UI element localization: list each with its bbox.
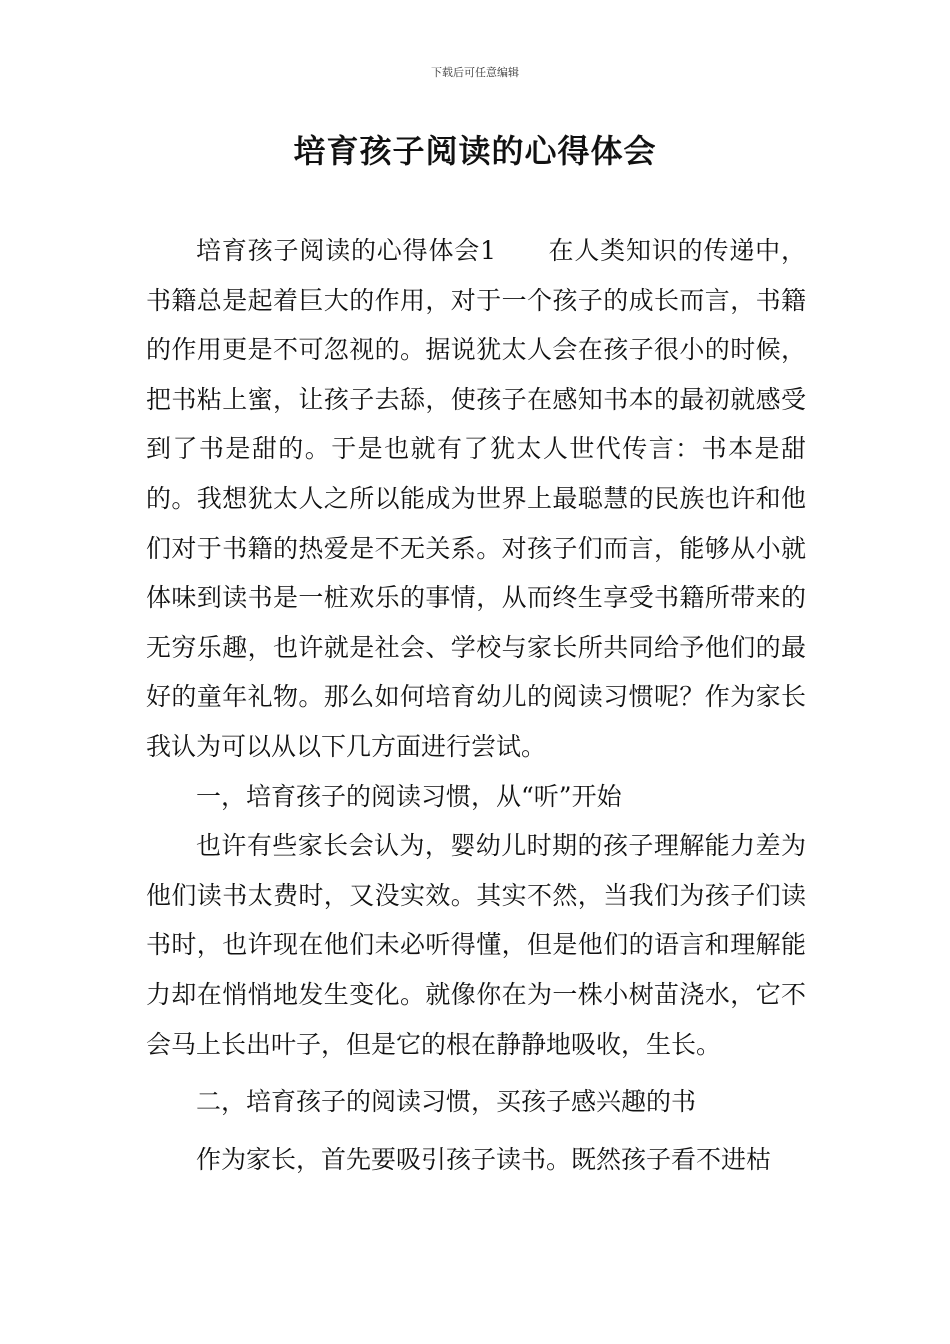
body-paragraph-listen: 也许有些家长会认为，婴幼儿时期的孩子理解能力差为他们读书太费时，又没实效。其实不然，当我们为孩子们读书时，也许现在他们未必听得懂，但是他们的语言和理解能力却在悄悄地发生变化。就像你在为一株小树苗浇水，它不会马上长出叶子，但是它的根在静静地吸收，生长。 (146, 831, 806, 1059)
document-title: 培育孩子阅读的心得体会 (293, 132, 657, 170)
section-heading-books: 二，培育孩子的阅读习惯，买孩子感兴趣的书 (196, 1087, 697, 1117)
document-body (146, 226, 806, 1184)
body-paragraph-intro: 培育孩子阅读的心得体会1 在人类知识的传递中，书籍总是起着巨大的作用，对于一个孩子的成长而言，书籍的作用更是不可忽视的。据说犹太人会在孩子很小的时候，把书粘上蜜，让孩子去舔，使孩子在感知书本的最初就感受到了书是甜的。于是也就有了犹太人世代传言：书本是甜的。我想犹太人之所以能成为世界上最聪慧的民族也许和他们对于书籍的热爱是不无关系。对孩子们而言，能够从小就体味到读书是一桩欢乐的事情，从而终生享受书籍所带来的无穷乐趣，也许就是社会、学校与家长所共同给予他们的最好的童年礼物。那么如何培育幼儿的阅读习惯呢？作为家长我认为可以从以下几方面进行尝试。 (146, 236, 806, 761)
header-note: 下载后可任意编辑 (431, 66, 519, 79)
section-heading-listen: 一，培育孩子的阅读习惯，从“听”开始 (196, 781, 622, 811)
body-paragraph-books: 作为家长，首先要吸引孩子读书。既然孩子看不进枯 (196, 1144, 772, 1174)
